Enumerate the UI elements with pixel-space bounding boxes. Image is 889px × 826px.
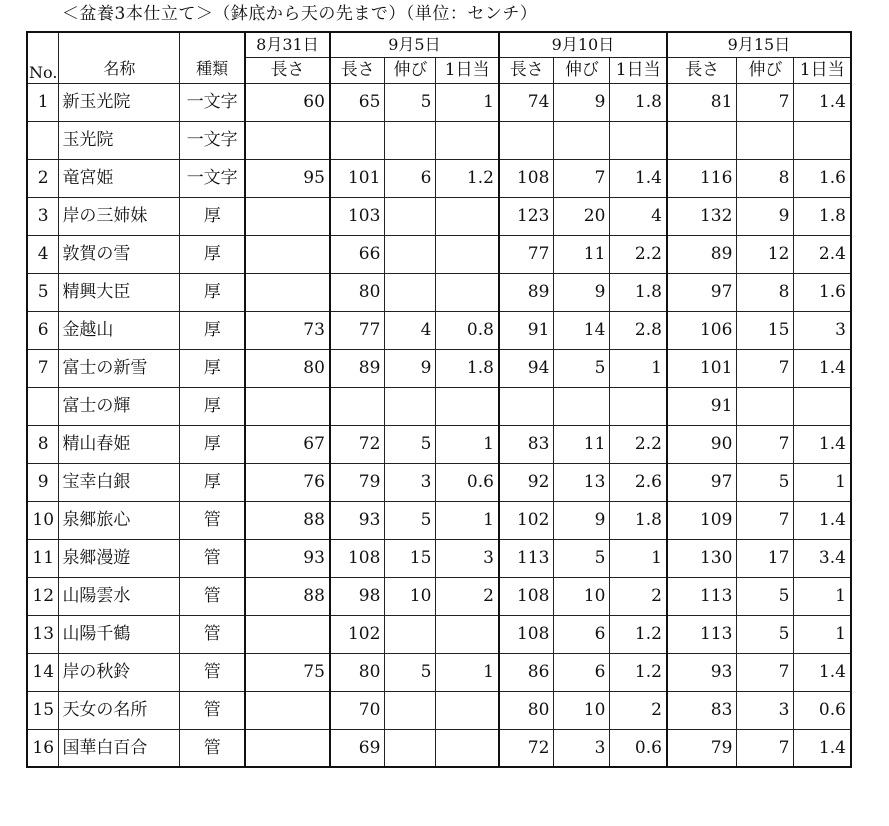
cell-daily-0915: 1.6 <box>794 273 851 311</box>
cell-daily-0915: 1.4 <box>794 349 851 387</box>
table-row <box>27 387 851 425</box>
cell-length-0910: 74 <box>499 83 554 121</box>
cell-length-0910: 92 <box>499 463 554 501</box>
cell-length-0905: 108 <box>330 539 385 577</box>
cell-kind: 厚 <box>180 273 245 311</box>
cell-variety-name: 敦賀の雪 <box>59 235 180 273</box>
table-row <box>27 349 851 387</box>
cell-growth-0910: 7 <box>554 159 610 197</box>
cell-daily-0910: 1.4 <box>610 159 667 197</box>
cell-length-0905: 89 <box>330 349 385 387</box>
cell-length-0905: 80 <box>330 273 385 311</box>
table-row <box>27 463 851 501</box>
cell-length-0905: 66 <box>330 235 385 273</box>
cell-length-0905: 103 <box>330 197 385 235</box>
cell-daily-0915: 3 <box>794 311 851 349</box>
growth-table <box>26 31 852 768</box>
cell-daily-0915: 1.4 <box>794 83 851 121</box>
cell-variety-name: 竜宮姫 <box>59 159 180 197</box>
cell-growth-0915: 5 <box>737 577 794 615</box>
cell-kind: 厚 <box>180 425 245 463</box>
table-row <box>27 83 851 121</box>
cell-variety-name: 宝幸白銀 <box>59 463 180 501</box>
cell-length-0831: 88 <box>245 577 330 615</box>
cell-variety-name: 国華白百合 <box>59 729 180 767</box>
cell-growth-0915: 7 <box>737 349 794 387</box>
cell-growth-0905: 9 <box>385 349 436 387</box>
cell-length-0915: 97 <box>667 273 737 311</box>
cell-kind: 厚 <box>180 349 245 387</box>
table-row <box>27 691 851 729</box>
table-row <box>27 729 851 767</box>
table-row <box>27 615 851 653</box>
cell-growth-0915: 7 <box>737 425 794 463</box>
table-row <box>27 159 851 197</box>
cell-length-0910: 77 <box>499 235 554 273</box>
cell-length-0915: 79 <box>667 729 737 767</box>
cell-growth-0915: 5 <box>737 463 794 501</box>
cell-daily-0910: 2.8 <box>610 311 667 349</box>
cell-daily-0910: 4 <box>610 197 667 235</box>
cell-growth-0915 <box>737 387 794 425</box>
cell-daily-0905 <box>436 691 499 729</box>
cell-length-0831: 88 <box>245 501 330 539</box>
header-date-0831: 8月31日 <box>245 32 330 57</box>
cell-daily-0910: 1 <box>610 539 667 577</box>
cell-length-0915: 113 <box>667 615 737 653</box>
table-row <box>27 235 851 273</box>
cell-daily-0910: 1 <box>610 349 667 387</box>
cell-daily-0910 <box>610 121 667 159</box>
cell-length-0831: 80 <box>245 349 330 387</box>
cell-daily-0905 <box>436 121 499 159</box>
header-length-0905: 長さ <box>330 57 385 83</box>
cell-no: 11 <box>27 539 59 577</box>
cell-length-0910: 80 <box>499 691 554 729</box>
header-length-0831: 長さ <box>245 57 330 83</box>
cell-length-0910: 86 <box>499 653 554 691</box>
cell-length-0910: 83 <box>499 425 554 463</box>
cell-growth-0915: 8 <box>737 159 794 197</box>
cell-variety-name: 山陽雲水 <box>59 577 180 615</box>
cell-no: 2 <box>27 159 59 197</box>
cell-variety-name: 富士の輝 <box>59 387 180 425</box>
cell-growth-0905: 3 <box>385 463 436 501</box>
cell-growth-0915: 9 <box>737 197 794 235</box>
cell-length-0915: 106 <box>667 311 737 349</box>
header-name: 名称 <box>59 32 180 83</box>
cell-length-0910: 108 <box>499 615 554 653</box>
table-row <box>27 539 851 577</box>
table-row <box>27 273 851 311</box>
cell-kind: 一文字 <box>180 83 245 121</box>
table-row <box>27 577 851 615</box>
cell-kind: 管 <box>180 501 245 539</box>
cell-length-0915: 132 <box>667 197 737 235</box>
cell-variety-name: 岸の三姉妹 <box>59 197 180 235</box>
cell-growth-0915 <box>737 121 794 159</box>
cell-no: 1 <box>27 83 59 121</box>
cell-growth-0910: 9 <box>554 501 610 539</box>
cell-kind: 厚 <box>180 311 245 349</box>
cell-kind: 一文字 <box>180 121 245 159</box>
cell-growth-0905: 6 <box>385 159 436 197</box>
cell-no: 8 <box>27 425 59 463</box>
cell-growth-0915: 7 <box>737 83 794 121</box>
cell-daily-0905 <box>436 197 499 235</box>
cell-daily-0910: 2.6 <box>610 463 667 501</box>
cell-length-0831 <box>245 729 330 767</box>
cell-growth-0905 <box>385 729 436 767</box>
cell-growth-0910: 20 <box>554 197 610 235</box>
cell-daily-0910: 2 <box>610 577 667 615</box>
cell-growth-0910: 13 <box>554 463 610 501</box>
table-caption: ＜盆養3本仕立て＞（鉢底から天の先まで）（単位：センチ） <box>62 4 538 24</box>
cell-kind: 厚 <box>180 235 245 273</box>
cell-no: 5 <box>27 273 59 311</box>
cell-length-0915: 81 <box>667 83 737 121</box>
cell-daily-0910: 1.8 <box>610 273 667 311</box>
cell-growth-0905 <box>385 121 436 159</box>
cell-no: 9 <box>27 463 59 501</box>
cell-length-0910: 91 <box>499 311 554 349</box>
cell-variety-name: 富士の新雪 <box>59 349 180 387</box>
cell-growth-0905: 10 <box>385 577 436 615</box>
cell-daily-0910: 0.6 <box>610 729 667 767</box>
cell-daily-0910: 2.2 <box>610 235 667 273</box>
cell-length-0905: 65 <box>330 83 385 121</box>
cell-kind: 厚 <box>180 463 245 501</box>
cell-kind: 厚 <box>180 387 245 425</box>
cell-growth-0905 <box>385 197 436 235</box>
cell-length-0831: 67 <box>245 425 330 463</box>
cell-growth-0910: 14 <box>554 311 610 349</box>
cell-daily-0910: 1.8 <box>610 83 667 121</box>
table-row <box>27 121 851 159</box>
cell-growth-0915: 17 <box>737 539 794 577</box>
cell-length-0905: 70 <box>330 691 385 729</box>
cell-length-0831 <box>245 615 330 653</box>
cell-length-0831 <box>245 121 330 159</box>
cell-growth-0905: 4 <box>385 311 436 349</box>
cell-growth-0910: 10 <box>554 577 610 615</box>
cell-daily-0910: 2 <box>610 691 667 729</box>
cell-growth-0905: 5 <box>385 653 436 691</box>
cell-length-0905: 102 <box>330 615 385 653</box>
cell-length-0831: 60 <box>245 83 330 121</box>
cell-variety-name: 玉光院 <box>59 121 180 159</box>
cell-growth-0915: 12 <box>737 235 794 273</box>
cell-length-0905: 77 <box>330 311 385 349</box>
cell-daily-0915: 1.6 <box>794 159 851 197</box>
cell-daily-0905: 1.8 <box>436 349 499 387</box>
cell-variety-name: 精山春姫 <box>59 425 180 463</box>
cell-growth-0910: 6 <box>554 653 610 691</box>
cell-growth-0910: 11 <box>554 235 610 273</box>
cell-kind: 管 <box>180 691 245 729</box>
header-kind: 種類 <box>180 32 245 83</box>
cell-daily-0915: 0.6 <box>794 691 851 729</box>
cell-growth-0905 <box>385 691 436 729</box>
cell-daily-0905 <box>436 235 499 273</box>
cell-length-0910: 123 <box>499 197 554 235</box>
cell-length-0915: 93 <box>667 653 737 691</box>
table-row <box>27 311 851 349</box>
cell-daily-0915: 2.4 <box>794 235 851 273</box>
cell-growth-0915: 15 <box>737 311 794 349</box>
cell-length-0910: 89 <box>499 273 554 311</box>
cell-daily-0915 <box>794 387 851 425</box>
table-row <box>27 425 851 463</box>
header-daily-0910: 1日当 <box>610 57 667 83</box>
cell-variety-name: 泉郷旅心 <box>59 501 180 539</box>
cell-length-0905: 80 <box>330 653 385 691</box>
cell-growth-0910: 3 <box>554 729 610 767</box>
cell-growth-0905 <box>385 235 436 273</box>
cell-no: 3 <box>27 197 59 235</box>
cell-no: 15 <box>27 691 59 729</box>
cell-daily-0905: 2 <box>436 577 499 615</box>
cell-daily-0905 <box>436 615 499 653</box>
cell-length-0915: 101 <box>667 349 737 387</box>
cell-daily-0905 <box>436 387 499 425</box>
cell-daily-0910 <box>610 387 667 425</box>
cell-growth-0915: 3 <box>737 691 794 729</box>
cell-no: 12 <box>27 577 59 615</box>
cell-length-0910: 94 <box>499 349 554 387</box>
cell-kind: 管 <box>180 653 245 691</box>
cell-growth-0915: 7 <box>737 653 794 691</box>
cell-variety-name: 泉郷漫遊 <box>59 539 180 577</box>
cell-daily-0915: 1.4 <box>794 729 851 767</box>
cell-variety-name: 岸の秋鈴 <box>59 653 180 691</box>
cell-growth-0910: 5 <box>554 349 610 387</box>
cell-growth-0905 <box>385 273 436 311</box>
cell-growth-0910 <box>554 121 610 159</box>
cell-length-0905: 93 <box>330 501 385 539</box>
cell-daily-0905 <box>436 273 499 311</box>
cell-length-0831: 76 <box>245 463 330 501</box>
cell-length-0915: 90 <box>667 425 737 463</box>
cell-daily-0905: 1.2 <box>436 159 499 197</box>
cell-growth-0905 <box>385 615 436 653</box>
cell-daily-0905 <box>436 729 499 767</box>
header-row-dates <box>27 32 851 57</box>
cell-length-0910: 102 <box>499 501 554 539</box>
cell-daily-0915: 1 <box>794 577 851 615</box>
cell-length-0831: 73 <box>245 311 330 349</box>
cell-length-0831: 75 <box>245 653 330 691</box>
table-row <box>27 653 851 691</box>
cell-length-0915: 91 <box>667 387 737 425</box>
cell-daily-0905: 1 <box>436 653 499 691</box>
cell-growth-0905 <box>385 387 436 425</box>
cell-no: 7 <box>27 349 59 387</box>
cell-growth-0910: 6 <box>554 615 610 653</box>
cell-no: 16 <box>27 729 59 767</box>
cell-length-0831: 95 <box>245 159 330 197</box>
cell-growth-0905: 15 <box>385 539 436 577</box>
cell-length-0915: 113 <box>667 577 737 615</box>
cell-length-0905 <box>330 387 385 425</box>
cell-length-0910 <box>499 387 554 425</box>
cell-no: 6 <box>27 311 59 349</box>
cell-length-0905: 98 <box>330 577 385 615</box>
cell-length-0915: 89 <box>667 235 737 273</box>
cell-length-0915: 97 <box>667 463 737 501</box>
cell-growth-0910: 9 <box>554 273 610 311</box>
cell-daily-0915: 1 <box>794 463 851 501</box>
cell-no <box>27 121 59 159</box>
cell-daily-0915: 1.4 <box>794 501 851 539</box>
cell-growth-0905: 5 <box>385 501 436 539</box>
cell-length-0915: 116 <box>667 159 737 197</box>
cell-growth-0915: 8 <box>737 273 794 311</box>
cell-growth-0910: 5 <box>554 539 610 577</box>
cell-length-0915 <box>667 121 737 159</box>
cell-length-0905: 101 <box>330 159 385 197</box>
cell-length-0915: 83 <box>667 691 737 729</box>
cell-length-0915: 109 <box>667 501 737 539</box>
cell-length-0831 <box>245 387 330 425</box>
table-row <box>27 197 851 235</box>
cell-length-0905: 72 <box>330 425 385 463</box>
cell-daily-0910: 2.2 <box>610 425 667 463</box>
cell-kind: 管 <box>180 539 245 577</box>
cell-daily-0905: 1 <box>436 83 499 121</box>
cell-growth-0915: 7 <box>737 501 794 539</box>
header-growth-0915: 伸び <box>737 57 794 83</box>
header-daily-0915: 1日当 <box>794 57 851 83</box>
cell-kind: 一文字 <box>180 159 245 197</box>
cell-kind: 管 <box>180 729 245 767</box>
cell-daily-0915: 1.8 <box>794 197 851 235</box>
cell-no: 13 <box>27 615 59 653</box>
cell-length-0910 <box>499 121 554 159</box>
cell-daily-0905: 0.6 <box>436 463 499 501</box>
cell-length-0831 <box>245 197 330 235</box>
header-growth-0905: 伸び <box>385 57 436 83</box>
cell-growth-0910: 11 <box>554 425 610 463</box>
table-row <box>27 501 851 539</box>
cell-daily-0915 <box>794 121 851 159</box>
cell-daily-0905: 1 <box>436 425 499 463</box>
cell-daily-0915: 3.4 <box>794 539 851 577</box>
cell-length-0910: 108 <box>499 159 554 197</box>
cell-daily-0905: 1 <box>436 501 499 539</box>
cell-no: 4 <box>27 235 59 273</box>
cell-growth-0910: 9 <box>554 83 610 121</box>
header-length-0915: 長さ <box>667 57 737 83</box>
cell-length-0905: 69 <box>330 729 385 767</box>
cell-length-0831: 93 <box>245 539 330 577</box>
cell-length-0905: 79 <box>330 463 385 501</box>
header-date-0910: 9月10日 <box>499 32 667 57</box>
cell-growth-0915: 7 <box>737 729 794 767</box>
cell-variety-name: 精興大臣 <box>59 273 180 311</box>
cell-length-0910: 108 <box>499 577 554 615</box>
cell-length-0831 <box>245 273 330 311</box>
header-date-0905: 9月5日 <box>330 32 499 57</box>
cell-kind: 管 <box>180 615 245 653</box>
cell-daily-0915: 1.4 <box>794 653 851 691</box>
cell-no: 10 <box>27 501 59 539</box>
cell-variety-name: 金越山 <box>59 311 180 349</box>
cell-growth-0905: 5 <box>385 83 436 121</box>
cell-daily-0915: 1.4 <box>794 425 851 463</box>
cell-daily-0905: 0.8 <box>436 311 499 349</box>
cell-variety-name: 天女の名所 <box>59 691 180 729</box>
cell-daily-0905: 3 <box>436 539 499 577</box>
cell-daily-0910: 1.2 <box>610 653 667 691</box>
cell-length-0831 <box>245 691 330 729</box>
header-no: No. <box>27 32 59 83</box>
cell-variety-name: 新玉光院 <box>59 83 180 121</box>
cell-growth-0915: 5 <box>737 615 794 653</box>
cell-kind: 厚 <box>180 197 245 235</box>
header-daily-0905: 1日当 <box>436 57 499 83</box>
cell-growth-0905: 5 <box>385 425 436 463</box>
cell-growth-0910 <box>554 387 610 425</box>
cell-length-0910: 113 <box>499 539 554 577</box>
cell-daily-0910: 1.8 <box>610 501 667 539</box>
cell-length-0831 <box>245 235 330 273</box>
header-growth-0910: 伸び <box>554 57 610 83</box>
cell-length-0910: 72 <box>499 729 554 767</box>
cell-no <box>27 387 59 425</box>
header-length-0910: 長さ <box>499 57 554 83</box>
cell-variety-name: 山陽千鶴 <box>59 615 180 653</box>
cell-length-0915: 130 <box>667 539 737 577</box>
cell-no: 14 <box>27 653 59 691</box>
cell-kind: 管 <box>180 577 245 615</box>
cell-length-0905 <box>330 121 385 159</box>
header-date-0915: 9月15日 <box>667 32 851 57</box>
cell-daily-0915: 1 <box>794 615 851 653</box>
cell-daily-0910: 1.2 <box>610 615 667 653</box>
cell-growth-0910: 10 <box>554 691 610 729</box>
